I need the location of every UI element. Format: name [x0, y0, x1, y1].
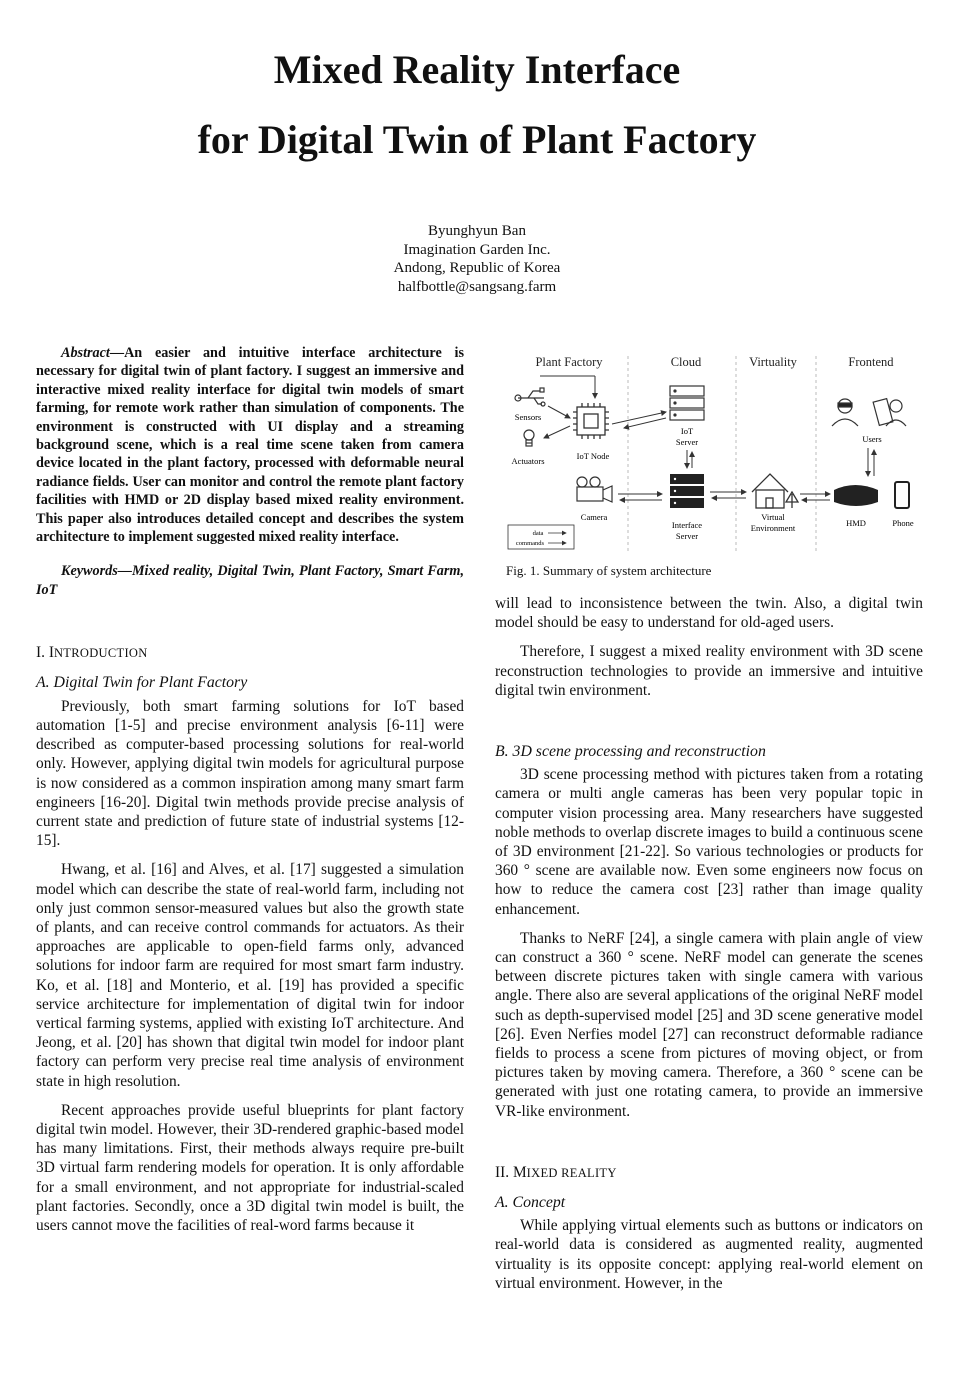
subsection-heading-digital-twin: A. Digital Twin for Plant Factory [36, 674, 248, 692]
usb-icon [515, 388, 545, 406]
abstract-text: —An easier and intuitive interface architecture is necessary for digital twin of plant factory. I suggest an immersive and interactive mixed reality interface for digital twin models of smart farming, for remote work rather than simulation of components. The environment is constructed with UI display and a streaming background scene, which is a real time scene taken from camera device located in the plant factory, processed with deformable neural radiance fields. User can monitor and control the remote plant factory facilities with HMD or 2D display based mixed reality environment. This paper also introduces detailed concept and describes the system architecture to implement suggested mixed reality interface. [36, 345, 464, 546]
abstract-label: Abstract [61, 345, 110, 361]
paragraph: While applying virtual elements such as buttons or indicators on real-world data is considered as augmented reality, augmented virtuality is its opposite concept: applying real-world element on virtual environment. However, in the [495, 1217, 923, 1292]
paragraph: will lead to inconsistence between the twin. Also, a digital twin model should be easy to understand for old-aged users. [495, 595, 923, 632]
author-location: Andong, Republic of Korea [393, 260, 561, 276]
column-frontend: Frontend [848, 355, 894, 369]
label-users: Users [862, 434, 882, 444]
label-camera: Camera [580, 512, 608, 522]
paragraph: Previously, both smart farming solutions for IoT based automation [1-5] and precise environment analysis [6-11] were described as computer-based processing solutions for real-world only. However, applying digital twin models for agricultural purpose is now considered as a common inspiration among many smart farm engineers [16-20]. Digital twin methods provide precise analysis of current state and prediction of future state of industrial systems [12-15]. [36, 697, 464, 850]
section-heading-introduction: I. INTRODUCTION [36, 644, 148, 662]
phone-icon [895, 482, 909, 508]
label-sensors: Sensors [514, 412, 542, 422]
section-heading-mixed-reality: II. MIXED REALITY [495, 1163, 617, 1181]
user-avatars-icon [832, 399, 906, 426]
paragraph: Therefore, I suggest a mixed reality environment with 3D scene reconstruction technologies to provide an immersive and intuitive digital twin environment. [495, 643, 923, 699]
chip-icon [573, 403, 609, 439]
paragraph: 3D scene processing method with pictures taken from a rotating camera or multi angle cameras has been very popular topic in computer vision processing area. Many researchers have suggested noble methods to overlap discrete images to build a continuous scene of 3D environment [21-22]. So various technologies or products for 360 ° scene are available now. Even some engineers now focus on how to reduce the camera cost [23] rather than image quality enhancement. [495, 766, 923, 918]
column-plant-factory: Plant Factory [535, 355, 603, 369]
label-interface-server: Server [675, 531, 699, 541]
author-email: halfbottle@sangsang.farm [397, 278, 557, 295]
server-icon [670, 386, 704, 420]
house-icon [752, 474, 798, 508]
paragraph: Recent approaches provide useful blueprints for plant factory digital twin model. However, their 3D-rendered graphic-based model has many limitations. First, their methods always require pre-built 3D virtual farm rendering models for operation. It is only affordable for a small environment, and not appropriate for industrial-scaled plant factories. Secondly, once a 3D digital twin model is built, the users cannot move the facilities of real-word farms because it [36, 1101, 464, 1234]
svg-text:commands: commands [515, 540, 545, 547]
figure-caption: Fig. 1. Summary of system architecture [506, 563, 712, 578]
label-hmd: HMD [846, 518, 866, 528]
label-interface: Interface [671, 520, 703, 530]
label-virtual: Virtual [761, 512, 785, 522]
hmd-icon [834, 485, 878, 506]
figure-legend [508, 525, 574, 549]
label-virtual-environment: Environment [750, 523, 796, 533]
left-column [36, 344, 464, 1235]
label-iot: IoT [680, 426, 694, 436]
abstract [36, 344, 464, 546]
column-cloud: Cloud [670, 355, 702, 369]
svg-text:data: data [532, 530, 544, 537]
paper-title-line1: Mixed Reality Interface [273, 47, 681, 92]
camera-icon [577, 477, 612, 502]
interface-server-icon [670, 474, 704, 508]
paragraph: Thanks to NeRF [24], a single camera with plain angle of view can construct a 360 ° scene. NeRF model can generate the scenes between discrete pictures taken with single camera with various angle. There also are several applications of the original NeRF model such as depth-supervised model [25] and 3D scene generative model [26]. Even Nerfies model [27] can reconstruct deformable radiance fields to process a scene from pictures of moving object, or from pictures taken by moving camera. Therefore, a 360 ° scene can be generated with just one rotating camera, to provide an immersive VR-like environment. [495, 929, 923, 1120]
system-architecture-figure [500, 346, 924, 558]
right-column [495, 594, 923, 1293]
paper-title-line2: for Digital Twin of Plant Factory [197, 117, 757, 162]
subsection-heading-concept: A. Concept [495, 1194, 566, 1212]
subsection-heading-3d-scene: B. 3D scene processing and reconstruction [495, 743, 766, 761]
label-iot-server: Server [675, 437, 699, 447]
author-affiliation: Imagination Garden Inc. [403, 241, 551, 258]
keywords: Keywords—Mixed reality, Digital Twin, Plant Factory, Smart Farm, IoT [36, 563, 464, 598]
label-actuators: Actuators [511, 456, 545, 466]
bulb-icon [524, 430, 534, 446]
paragraph: Hwang, et al. [16] and Alves, et al. [17] suggested a simulation model which can describe the state of real-world farm, including not only just common sensor-measured values but also the growth state of plants, and can receive control commands for actuators. As their approaches are applicable to open-field farms only, advanced solutions for indoor farm are required for most smart farm industry. Ko, et al. [18] and Monterio, et al. [19] has provided a specific service architecture for implementation of digital twin for indoor vertical farming systems, applied with existing IoT architecture. And Jeong, et al. [20] has shown that digital twin model for indoor plant factory can perform very precise real time analysis of environment state in high resolution. [36, 861, 464, 1090]
column-virtuality: Virtuality [749, 355, 797, 369]
label-iot-node: IoT Node [576, 451, 610, 461]
label-phone: Phone [892, 518, 914, 528]
author-name: Byunghyun Ban [428, 223, 526, 239]
author-block [0, 222, 954, 296]
